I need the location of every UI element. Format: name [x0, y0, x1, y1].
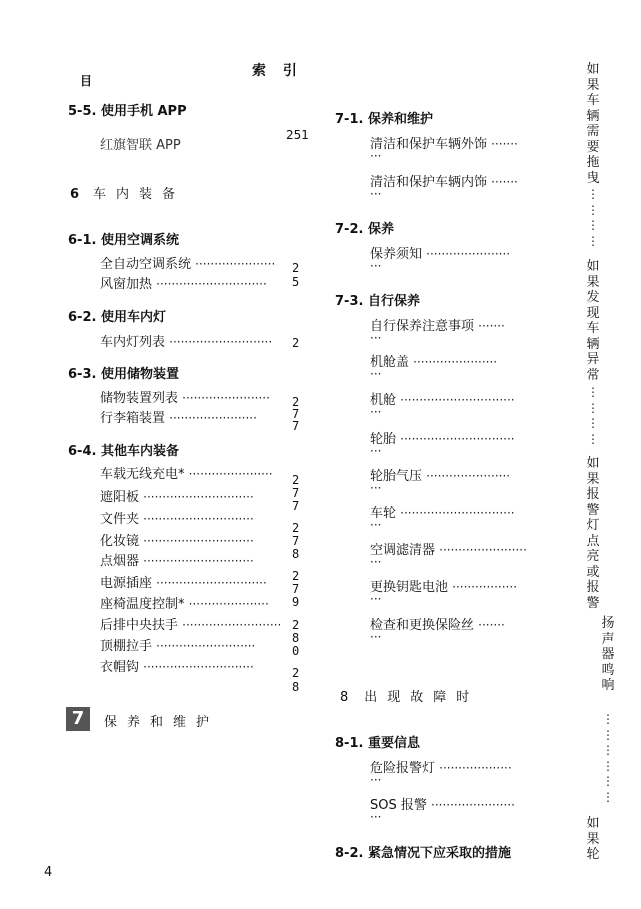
toc-item[interactable] — [100, 635, 255, 654]
leader-dots: ······· — [478, 618, 505, 632]
vertical-entry[interactable]: 如果发现车辆异常 — [586, 259, 600, 383]
toc-item-label: 文件夹 — [100, 512, 140, 527]
toc-item[interactable] — [100, 508, 254, 527]
chapter-6-title[interactable] — [70, 183, 185, 202]
chapter-number: 6 — [70, 187, 80, 202]
vertical-leader-dots: ⋮ ⋮ ⋮ ⋮ — [587, 385, 599, 446]
toc-item[interactable] — [100, 273, 267, 292]
toc-page-number: 251 — [286, 128, 309, 142]
toc-item-label: 车内灯列表 — [100, 335, 166, 350]
toc-item-label: 清洁和保护车辆外饰 — [370, 137, 488, 152]
page-digit: 2 — [292, 473, 300, 487]
toc-item-label: 清洁和保护车辆内饰 — [370, 175, 488, 190]
leader-dots: ····················· — [195, 257, 276, 271]
toc-item-label: 保养须知 — [370, 247, 423, 262]
leader-dots-wrap: ··· — [370, 405, 382, 419]
section-8-1-title[interactable]: 8-1. 重要信息 — [335, 736, 420, 751]
section-7-2-title[interactable]: 7-2. 保养 — [335, 222, 394, 237]
toc-item[interactable] — [100, 593, 269, 612]
index-title: 索 引 — [252, 63, 303, 79]
page-digit: 5 — [292, 275, 300, 289]
leader-dots: ······························ — [400, 393, 515, 407]
leader-dots-wrap: ··· — [370, 481, 382, 495]
toc-item[interactable] — [370, 465, 510, 484]
toc-item[interactable] — [100, 550, 254, 569]
toc-item-label: 座椅温度控制* — [100, 597, 185, 612]
toc-item-label: 机舱 — [370, 393, 397, 408]
leader-dots: ······· — [491, 175, 518, 189]
toc-item-label: 储物装置列表 — [100, 391, 179, 406]
leader-dots: ····························· — [143, 534, 254, 548]
leader-dots: ················· — [452, 580, 518, 594]
page-digit: 2 — [292, 521, 300, 535]
page-digit: 7 — [292, 534, 300, 548]
toc-item[interactable] — [370, 502, 515, 521]
leader-dots: ··················· — [439, 761, 512, 775]
toc-item[interactable] — [370, 315, 505, 334]
section-7-3-title[interactable]: 7-3. 自行保养 — [335, 294, 420, 309]
vertical-entry[interactable]: 扬声器鸣响 — [601, 616, 615, 693]
leader-dots: ······················ — [426, 469, 511, 483]
leader-dots: ·························· — [182, 618, 282, 632]
leader-dots-wrap: ··· — [370, 149, 382, 163]
page-digit: 7 — [292, 486, 300, 500]
toc-item[interactable] — [370, 428, 515, 447]
section-6-2-title[interactable]: 6-2. 使用车内灯 — [68, 310, 166, 325]
leader-dots-wrap: ··· — [370, 331, 382, 345]
leader-dots: ····················· — [188, 597, 269, 611]
page-digit: 2 — [292, 569, 300, 583]
chapter-8-title[interactable] — [340, 686, 479, 705]
leader-dots-wrap: ··· — [370, 367, 382, 381]
leader-dots: ·························· — [156, 639, 256, 653]
leader-dots: ······················· — [439, 543, 527, 557]
section-6-3-title[interactable]: 6-3. 使用储物装置 — [68, 367, 179, 382]
toc-item-label: 自行保养注意事项 — [370, 319, 475, 334]
leader-dots-wrap: ··· — [370, 444, 382, 458]
toc-item-label: 全自动空调系统 — [100, 257, 192, 272]
toc-item-label: SOS 报警 — [370, 798, 427, 813]
leader-dots: ····························· — [143, 660, 254, 674]
leader-dots: ····························· — [156, 277, 267, 291]
page-digit: 2 — [292, 666, 300, 680]
page-digit: 8 — [292, 547, 300, 561]
toc-item-label: 风窗加热 — [100, 277, 153, 292]
toc-item[interactable] — [100, 656, 254, 675]
toc-item[interactable] — [370, 351, 497, 370]
toc-item-label: 更换钥匙电池 — [370, 580, 449, 595]
page-digit: 7 — [292, 419, 300, 433]
page-number: 4 — [44, 865, 53, 880]
toc-item-label: 衣帽钩 — [100, 660, 140, 675]
leader-dots-wrap: ··· — [370, 187, 382, 201]
page-digit: 2 — [292, 261, 300, 275]
leader-dots-wrap: ··· — [370, 810, 382, 824]
toc-item[interactable] — [370, 576, 517, 595]
toc-item-label: 电源插座 — [100, 576, 153, 591]
leader-dots: ······················· — [169, 411, 257, 425]
leader-dots-wrap: ··· — [370, 773, 382, 787]
toc-item[interactable] — [100, 486, 254, 505]
leader-dots: ······························ — [400, 432, 515, 446]
page-digit: 7 — [292, 582, 300, 596]
cut-header-fragment: 目 — [80, 74, 93, 88]
page-digit: 8 — [292, 680, 300, 694]
leader-dots: ····························· — [143, 554, 254, 568]
toc-item[interactable] — [370, 794, 515, 813]
page-digit: 7 — [292, 407, 300, 421]
toc-item-label: 遮阳板 — [100, 490, 140, 505]
vertical-entry[interactable]: 如果车辆需要拖曳 — [586, 62, 600, 186]
leader-dots-wrap: ··· — [370, 630, 382, 644]
leader-dots: ······················· — [182, 391, 270, 405]
section-6-1-title[interactable]: 6-1. 使用空调系统 — [68, 233, 179, 248]
toc-item-label: 检查和更换保险丝 — [370, 618, 475, 633]
toc-item[interactable] — [370, 133, 518, 152]
toc-item-label: 行李箱装置 — [100, 411, 166, 426]
toc-item-label: 化妆镜 — [100, 534, 140, 549]
toc-item[interactable] — [370, 171, 518, 190]
chapter-number: 8 — [340, 690, 359, 705]
vertical-leader-dots: ⋮ ⋮ ⋮ ⋮ — [587, 187, 599, 248]
toc-item[interactable] — [100, 253, 275, 272]
toc-item-label: 轮胎 — [370, 432, 397, 447]
toc-item-label: 危险报警灯 — [370, 761, 436, 776]
leader-dots: ····························· — [143, 512, 254, 526]
toc-item[interactable] — [100, 407, 257, 426]
section-7-1-title[interactable]: 7-1. 保养和维护 — [335, 112, 433, 127]
toc-item-label: 轮胎气压 — [370, 469, 423, 484]
section-6-4-title[interactable]: 6-4. 其他车内装备 — [68, 444, 179, 459]
toc-item-label: 空调滤清器 — [370, 543, 436, 558]
leader-dots-wrap: ··· — [370, 518, 382, 532]
toc-item-label: 顶棚拉手 — [100, 639, 153, 654]
toc-item[interactable] — [370, 243, 510, 262]
toc-item-label: 车载无线充电* — [100, 467, 185, 482]
section-5-5-title[interactable]: 5-5. 使用手机 APP — [68, 104, 187, 119]
toc-item[interactable] — [370, 614, 505, 633]
vertical-leader-dots: ⋮ ⋮ ⋮ ⋮ ⋮ ⋮ — [602, 712, 614, 804]
leader-dots: ····························· — [143, 490, 254, 504]
toc-item[interactable] — [370, 389, 515, 408]
leader-dots-wrap: ··· — [370, 555, 382, 569]
page-digit: 7 — [292, 499, 300, 513]
toc-item-label: 点烟器 — [100, 554, 140, 569]
page-digit: 8 — [292, 631, 300, 645]
toc-item-cut[interactable]: 红旗智联 APP — [100, 138, 181, 153]
toc-item[interactable] — [100, 614, 281, 633]
page-digit: 9 — [292, 595, 300, 609]
leader-dots: ··························· — [169, 335, 273, 349]
leader-dots-wrap: ··· — [370, 592, 382, 606]
page-digit: 0 — [292, 644, 300, 658]
leader-dots: ······················ — [413, 355, 498, 369]
toc-item-label: 后排中央扶手 — [100, 618, 179, 633]
toc-item[interactable] — [100, 463, 273, 482]
toc-item-label: 机舱盖 — [370, 355, 410, 370]
toc-item[interactable] — [100, 530, 254, 549]
vertical-entry[interactable]: 如果报警灯点亮或报警 — [586, 456, 600, 611]
leader-dots: ······················ — [426, 247, 511, 261]
chapter-7-title[interactable]: 保养和维护 — [104, 715, 220, 730]
page-digit: 2 — [292, 336, 300, 350]
leader-dots: ······················ — [431, 798, 515, 812]
toc-item-label: 车轮 — [370, 506, 397, 521]
leader-dots: ······· — [491, 137, 518, 151]
chapter-7-number-chip: 7 — [66, 707, 90, 731]
toc-item[interactable] — [370, 757, 512, 776]
chapter-title: 出现故障时 — [364, 690, 480, 705]
toc-item[interactable] — [100, 331, 272, 350]
toc-item[interactable] — [370, 539, 527, 558]
vertical-entry[interactable]: 如果轮 — [586, 816, 600, 862]
leader-dots-wrap: ··· — [370, 259, 382, 273]
page-digit: 2 — [292, 395, 300, 409]
leader-dots: ······························ — [400, 506, 515, 520]
leader-dots: ······· — [478, 319, 505, 333]
toc-item[interactable] — [100, 387, 270, 406]
toc-item[interactable] — [100, 572, 267, 591]
section-8-2-title[interactable]: 8-2. 紧急情况下应采取的措施 — [335, 846, 511, 861]
leader-dots: ······················ — [188, 467, 273, 481]
chapter-title: 车内装备 — [93, 187, 186, 202]
leader-dots: ····························· — [156, 576, 267, 590]
page-digit: 2 — [292, 618, 300, 632]
